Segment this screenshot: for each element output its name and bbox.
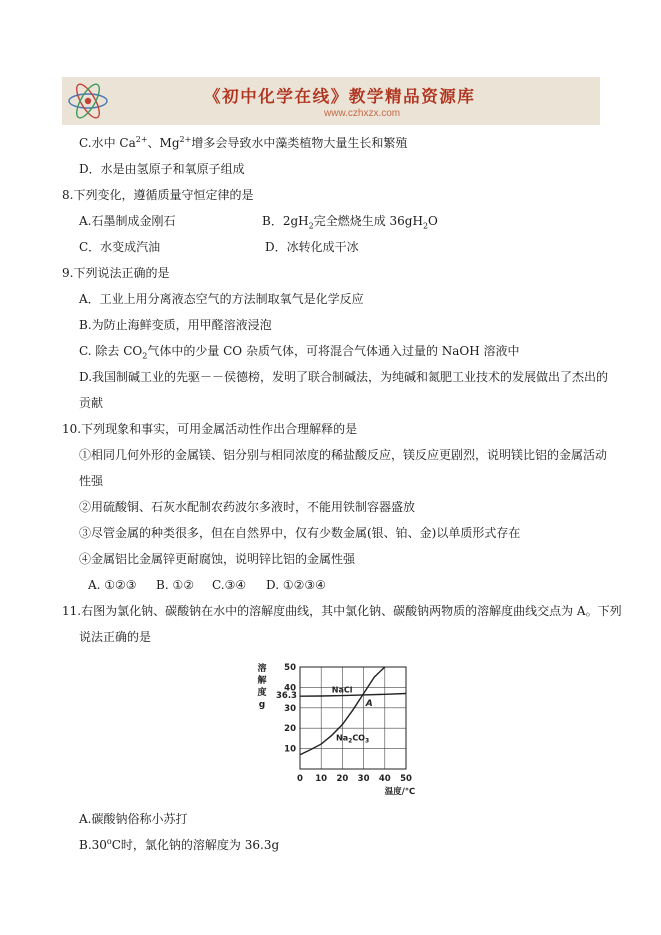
y-marker-label: 36.3 <box>276 690 297 701</box>
q11-stem-cont: 说法正确的是 <box>79 630 152 644</box>
tick-labels <box>284 663 412 784</box>
q9-option-b: B.为防止海鲜变质，用甲醛溶液浸泡 <box>79 318 272 332</box>
series-label-na2co3: $Na_2CO_3$ <box>336 733 370 745</box>
q8-stem: 8.下列变化，遵循质量守恒定律的是 <box>62 188 254 202</box>
q10-item-3: ③尽管金属的种类很多，但在自然界中，仅有少数金属(银、铂、金)以单质形式存在 <box>79 526 521 540</box>
svg-text:g: g <box>258 700 266 710</box>
q10-stem: 10.下列现象和事实，可用金属活动性作出合理解释的是 <box>62 422 358 436</box>
svg-text:溶: 溶 <box>257 664 267 674</box>
x-tick-label: 20 <box>336 774 349 784</box>
q11-option-b: B.30$^o$C时，氯化钠的溶解度为 36.3g <box>79 837 280 852</box>
x-tick-label: 40 <box>378 774 391 784</box>
q9-stem: 9.下列说法正确的是 <box>62 266 170 280</box>
atom-logo-icon <box>66 81 110 121</box>
q10-option-b: B. ①② <box>156 578 194 592</box>
banner-title: 《初中化学在线》教学精品资源库 <box>204 87 476 106</box>
svg-text:度: 度 <box>257 688 267 698</box>
series-line-nacl <box>300 694 406 697</box>
q8-option-a: A.石墨制成金刚石 <box>79 214 176 228</box>
q11-option-a: A.碳酸钠俗称小苏打 <box>79 812 188 826</box>
y-tick-label: 10 <box>284 744 296 755</box>
q11-stem: 11.右图为氯化钠、碳酸钠在水中的溶解度曲线，其中氯化钠、碳酸钠两物质的溶解度曲线交点为 A。下列 <box>62 604 622 618</box>
intersection-label: A <box>365 698 373 709</box>
q9-option-d: D.我国制碱工业的先驱－－侯德榜，发明了联合制碱法，为纯碱和氮肥工业技术的发展做出了杰出的 <box>79 370 609 384</box>
q9-option-d-cont: 贡献 <box>79 396 104 410</box>
q10-item-1-cont: 性强 <box>79 474 104 488</box>
q8-option-d: D．冰转化成干冰 <box>265 240 359 254</box>
y-tick-label: 40 <box>284 683 296 694</box>
svg-text:解: 解 <box>257 676 267 686</box>
x-tick-label: 30 <box>357 774 370 784</box>
q8-option-c: C．水变成汽油 <box>79 240 161 254</box>
y-tick-label: 30 <box>284 703 296 714</box>
y-tick-label: 50 <box>284 663 296 673</box>
q10-item-1: ①相同几何外形的金属镁、铝分别与相同浓度的稀盐酸反应，镁反应更剧烈，说明镁比铝的金属活动 <box>79 448 608 462</box>
q7-option-d: D．水是由氢原子和氧原子组成 <box>79 162 245 176</box>
y-tick-label: 20 <box>284 724 296 735</box>
q10-option-d: D. ①②③④ <box>266 578 326 592</box>
q9-option-a: A．工业上用分离液态空气的方法制取氧气是化学反应 <box>79 292 364 306</box>
q10-option-c: C.③④ <box>212 578 247 592</box>
q10-item-4: ④金属铝比金属锌更耐腐蚀，说明锌比铝的金属性强 <box>79 552 356 566</box>
solubility-chart <box>254 659 424 799</box>
x-axis-title: 温度/℃ <box>384 787 416 797</box>
q9-option-c: C. 除去 $CO_2$气体中的少量 CO 杂质气体，可将混合气体通入过量的 NaOH 溶液中 <box>79 344 520 361</box>
series-label-nacl: NaCl <box>331 685 353 695</box>
plot-frame <box>300 667 406 769</box>
q10-option-a: A. ①②③ <box>88 578 137 592</box>
q7-option-c: C.水中 $Ca^{2+}$、$Mg^{2+}$增多会导致水中藻类植物大量生长和繁殖 <box>79 135 408 150</box>
y-axis-title <box>257 662 267 710</box>
banner-url: www.czhxzx.com <box>324 108 401 119</box>
x-tick-label: 0 <box>297 774 303 784</box>
q8-option-b: B．$2gH_2$完全燃烧生成 $36gH_2O$ <box>262 214 438 231</box>
header-banner <box>62 77 600 125</box>
chart-grid <box>300 667 406 769</box>
x-tick-label: 50 <box>400 774 412 784</box>
q10-item-2: ②用硫酸铜、石灰水配制农药波尔多液时，不能用铁制容器盛放 <box>79 500 416 514</box>
x-tick-label: 10 <box>315 774 328 784</box>
